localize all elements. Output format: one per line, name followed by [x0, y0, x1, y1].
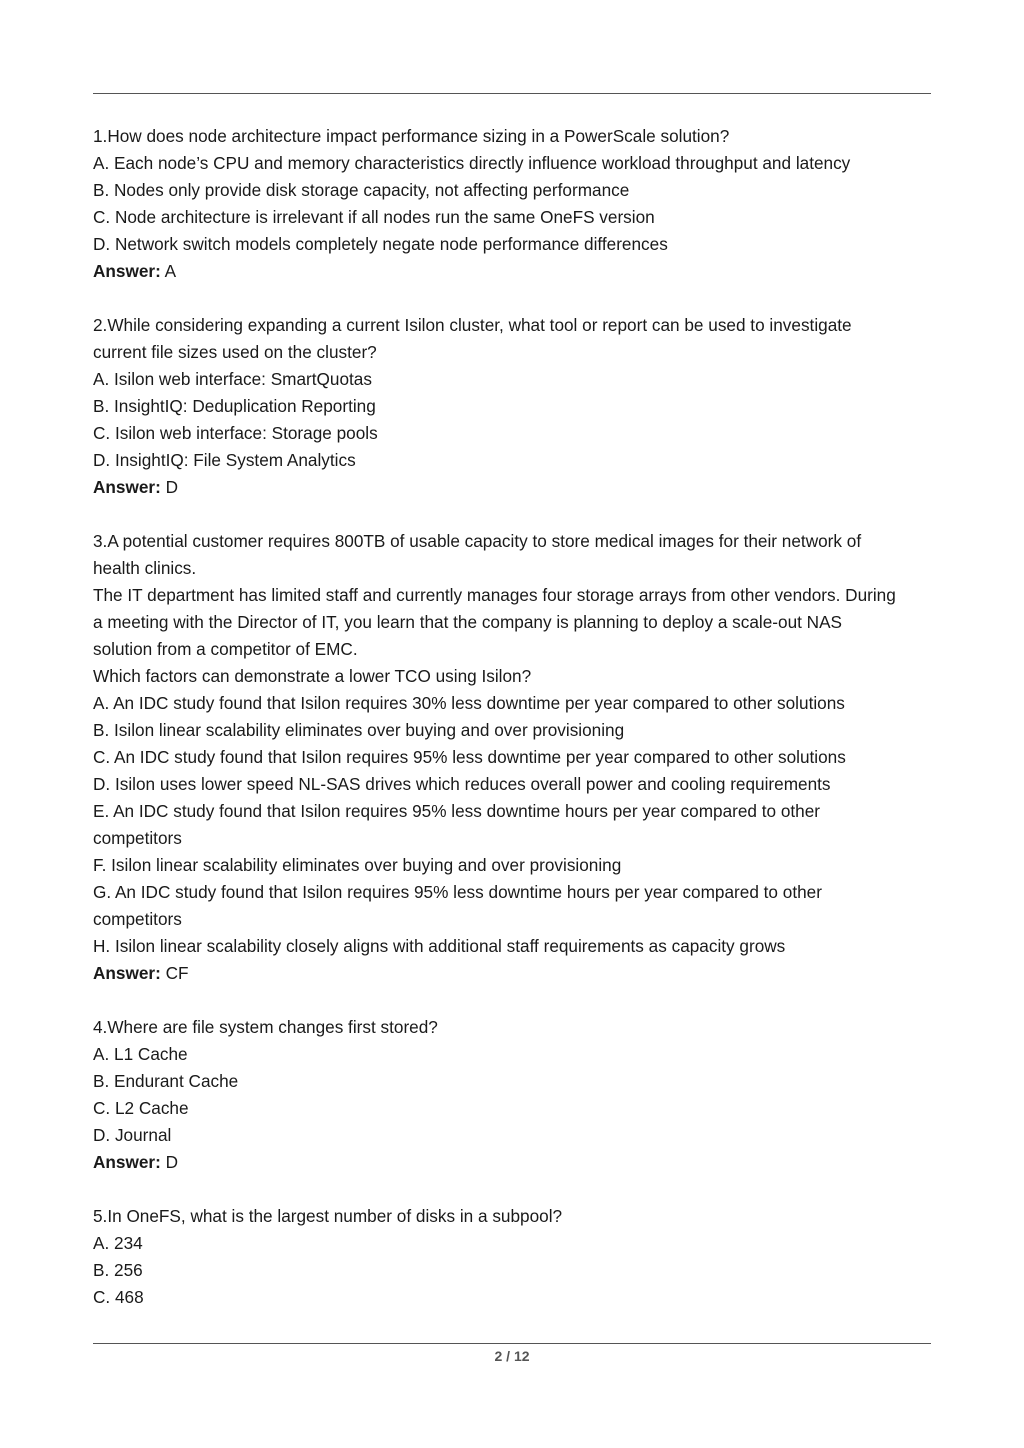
question-1	[93, 123, 933, 285]
question-stem: 5.In OneFS, what is the largest number of disks in a subpool?	[93, 1206, 563, 1226]
answer-option: A. Isilon web interface: SmartQuotas	[93, 369, 372, 389]
answer-option: F. Isilon linear scalability eliminates over buying and over provisioning	[93, 855, 622, 875]
answer-line	[93, 1149, 933, 1176]
answer-label: Answer:	[93, 477, 161, 497]
answer-option: B. 256	[93, 1260, 143, 1280]
answer-option: D. Isilon uses lower speed NL-SAS drives which reduces overall power and cooling requirements	[93, 774, 831, 794]
answer-label: Answer:	[93, 1152, 161, 1172]
answer-line	[93, 474, 933, 501]
answer-option: D. InsightIQ: File System Analytics	[93, 450, 356, 470]
answer-line	[93, 960, 933, 987]
question-4	[93, 1014, 933, 1176]
answer-option: D. Network switch models completely negate node performance differences	[93, 234, 668, 254]
page-number: 2 / 12	[494, 1348, 530, 1364]
answer-option: A. 234	[93, 1233, 143, 1253]
answer-value: A	[164, 261, 177, 281]
answer-option: B. InsightIQ: Deduplication Reporting	[93, 396, 376, 416]
answer-option: C. Node architecture is irrelevant if all nodes run the same OneFS version	[93, 207, 655, 227]
answer-option: B. Nodes only provide disk storage capacity, not affecting performance	[93, 180, 630, 200]
question-stem: The IT department has limited staff and currently manages four storage arrays from other vendors. During	[93, 585, 896, 605]
footer-rule	[93, 1343, 931, 1344]
answer-value: CF	[165, 963, 189, 983]
answer-value: D	[165, 1152, 179, 1172]
answer-label: Answer:	[93, 963, 161, 983]
question-2	[93, 312, 933, 501]
answer-option: E. An IDC study found that Isilon requires 95% less downtime hours per year compared to other	[93, 801, 821, 821]
answer-option: C. 468	[93, 1287, 144, 1307]
answer-option: A. L1 Cache	[93, 1044, 188, 1064]
question-stem: solution from a competitor of EMC.	[93, 639, 358, 659]
answer-value: D	[165, 477, 179, 497]
answer-option: B. Isilon linear scalability eliminates over buying and over provisioning	[93, 720, 625, 740]
answer-option: competitors	[93, 909, 182, 929]
question-3	[93, 528, 933, 987]
answer-line	[93, 258, 933, 285]
answer-option: B. Endurant Cache	[93, 1071, 239, 1091]
answer-option: competitors	[93, 828, 182, 848]
answer-option: D. Journal	[93, 1125, 172, 1145]
answer-option: C. An IDC study found that Isilon requires 95% less downtime per year compared to other solutions	[93, 747, 846, 767]
question-stem: current file sizes used on the cluster?	[93, 342, 377, 362]
question-stem: 1.How does node architecture impact performance sizing in a PowerScale solution?	[93, 126, 730, 146]
question-stem: 3.A potential customer requires 800TB of usable capacity to store medical images for their network of	[93, 531, 862, 551]
document-body	[93, 123, 933, 1311]
question-stem: a meeting with the Director of IT, you learn that the company is planning to deploy a scale-out NAS	[93, 612, 843, 632]
question-5	[93, 1203, 933, 1311]
answer-option: A. An IDC study found that Isilon requires 30% less downtime per year compared to other solutions	[93, 693, 845, 713]
question-stem: Which factors can demonstrate a lower TCO using Isilon?	[93, 666, 532, 686]
question-stem: 4.Where are file system changes first stored?	[93, 1017, 438, 1037]
answer-option: A. Each node’s CPU and memory characteristics directly influence workload throughput and latency	[93, 153, 851, 173]
question-stem: 2.While considering expanding a current Isilon cluster, what tool or report can be used to investigate	[93, 315, 852, 335]
answer-option: H. Isilon linear scalability closely aligns with additional staff requirements as capacity grows	[93, 936, 786, 956]
header-rule	[93, 93, 931, 94]
question-stem: health clinics.	[93, 558, 197, 578]
answer-label: Answer:	[93, 261, 161, 281]
answer-option: G. An IDC study found that Isilon requires 95% less downtime hours per year compared to other	[93, 882, 822, 902]
answer-option: C. Isilon web interface: Storage pools	[93, 423, 378, 443]
answer-option: C. L2 Cache	[93, 1098, 189, 1118]
